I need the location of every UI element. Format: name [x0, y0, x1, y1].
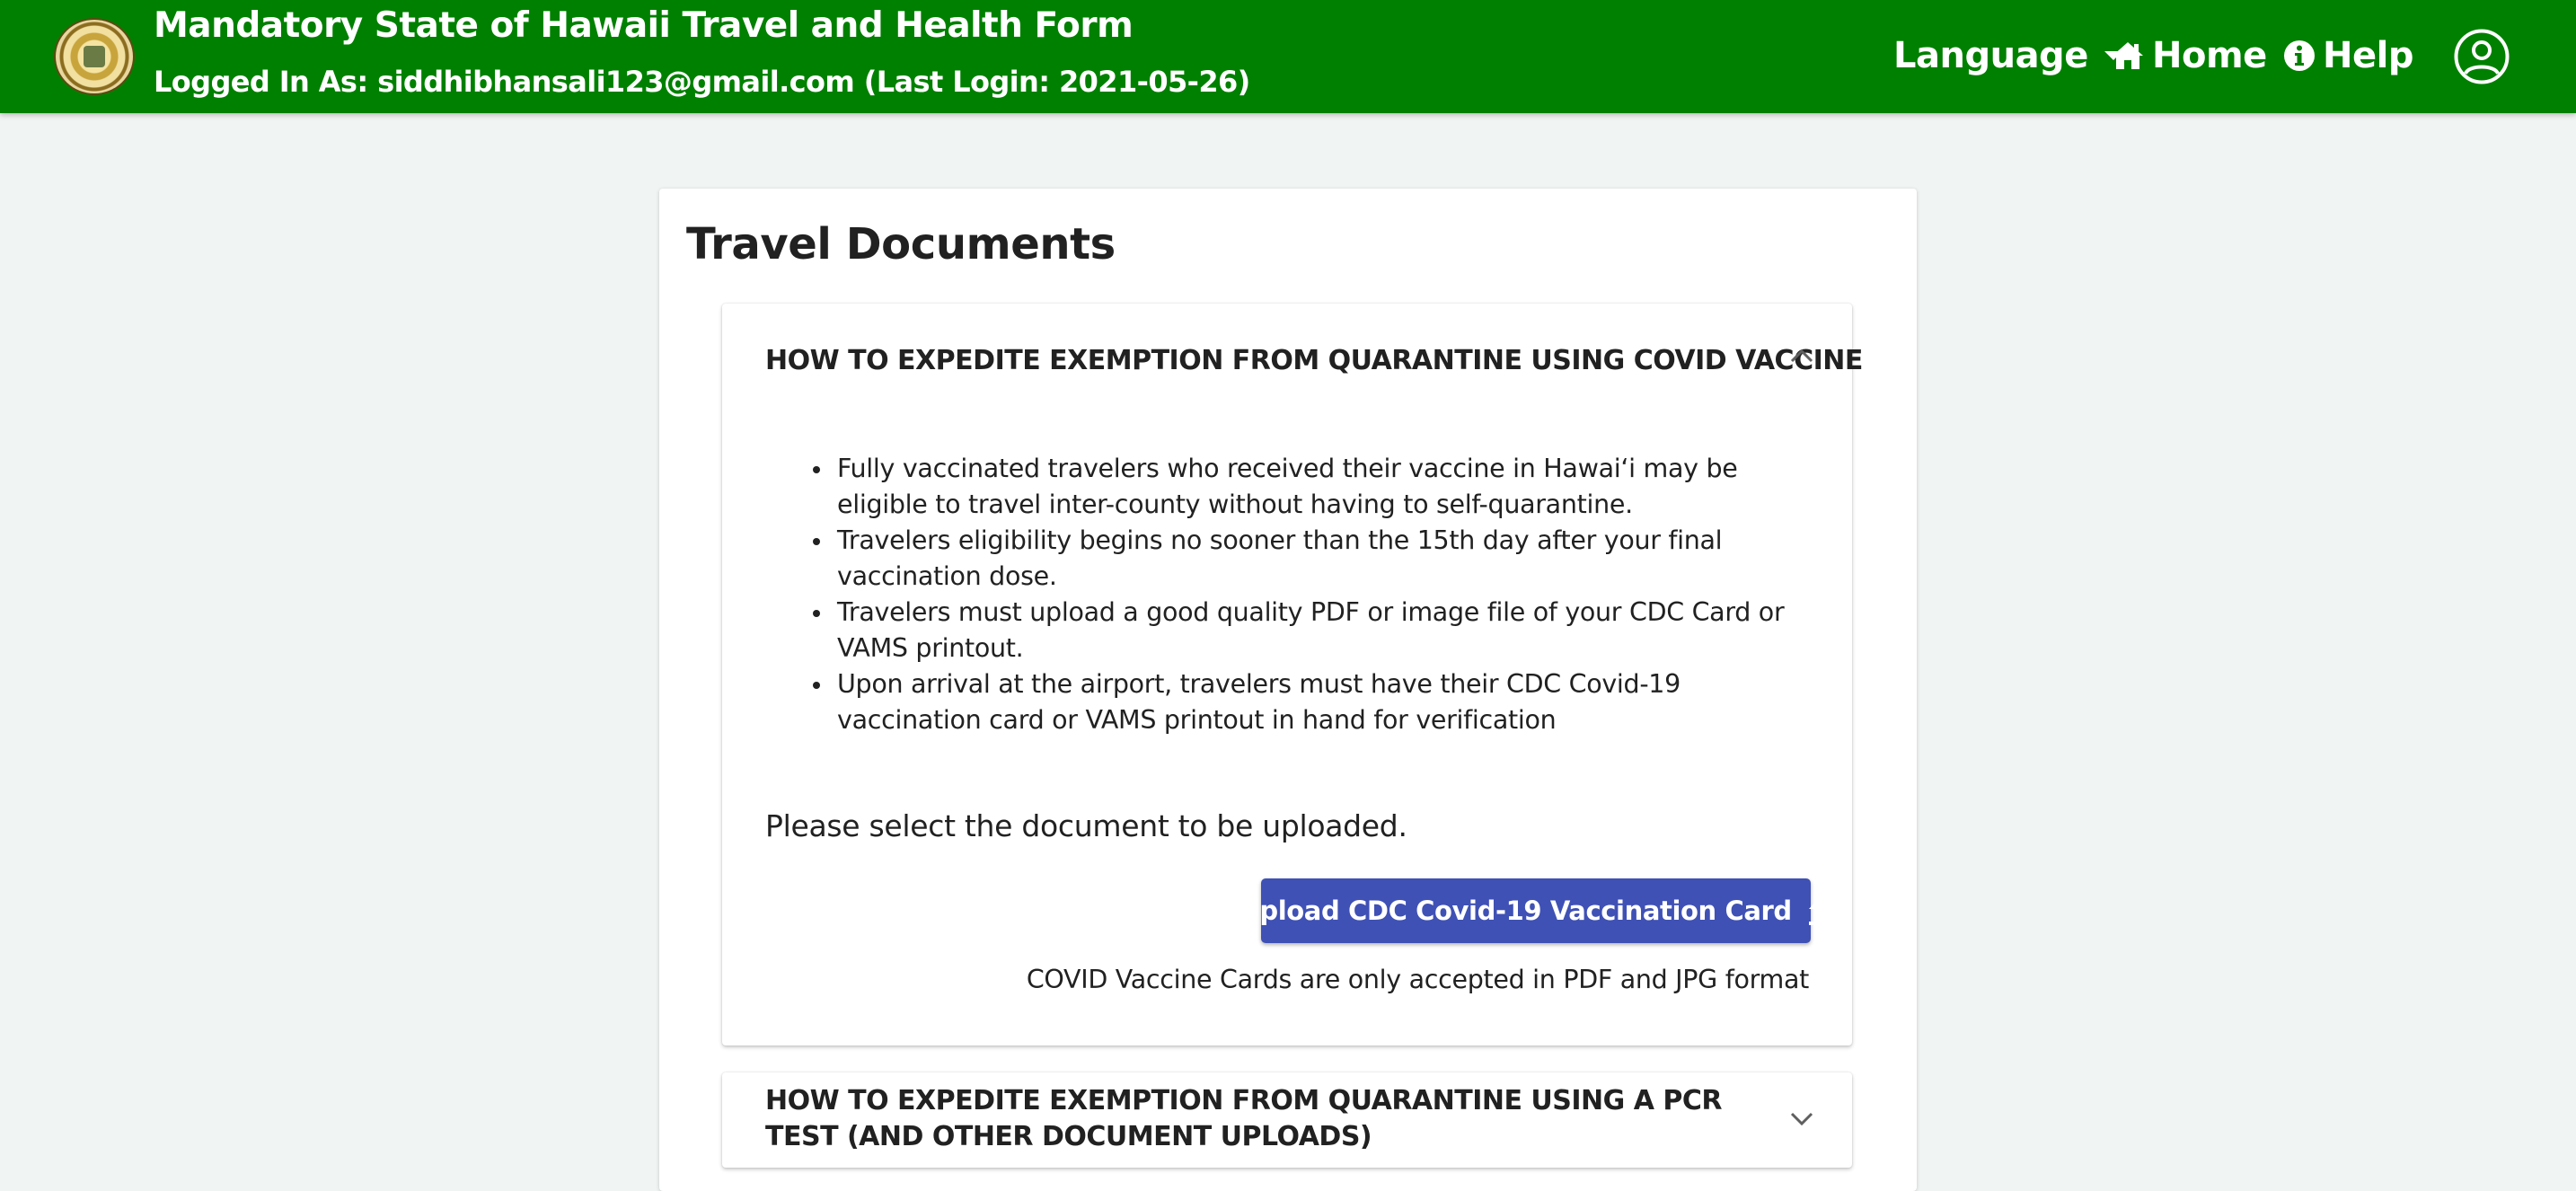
list-item: Travelers must upload a good quality PDF or image file of your CDC Card or VAMS printout. [765, 595, 1789, 666]
travel-documents-card [659, 189, 1917, 1191]
vaccine-info-list [765, 451, 1789, 738]
upload-icon [1806, 895, 1833, 926]
help-label: Help [2323, 35, 2413, 76]
accepted-format-note: COVID Vaccine Cards are only accepted in PDF and JPG format [1026, 965, 1809, 994]
info-icon [2283, 40, 2316, 72]
page-title: Travel Documents [686, 219, 1116, 269]
vaccine-panel-header[interactable]: HOW TO EXPEDITE EXEMPTION FROM QUARANTINE USING COVID VACCINE [765, 345, 1863, 376]
upload-button-label: Upload CDC Covid-19 Vaccination Card [1239, 895, 1792, 926]
pcr-exemption-panel[interactable] [722, 1072, 1852, 1168]
app-title: Mandatory State of Hawaii Travel and Health Form [154, 5, 1134, 46]
language-menu[interactable] [1893, 27, 2122, 84]
account-circle-icon [2454, 29, 2510, 84]
list-item: Travelers eligibility begins no sooner than the 15th day after your final vaccination dose. [765, 523, 1789, 595]
chevron-down-icon[interactable] [1787, 1105, 1816, 1134]
language-label: Language [1893, 35, 2088, 76]
list-item: Fully vaccinated travelers who received their vaccine in Hawai‘i may be eligible to travel inter-county without having to self-quarantine. [765, 451, 1789, 523]
logged-in-info: Logged In As: siddhibhansali123@gmail.com (Last Login: 2021-05-26) [154, 65, 1250, 99]
home-link[interactable] [2111, 27, 2267, 84]
account-button[interactable] [2454, 29, 2510, 84]
vaccine-exemption-panel [722, 304, 1863, 1045]
home-icon [2111, 40, 2145, 71]
help-link[interactable] [2283, 27, 2413, 84]
upload-vaccination-card-button[interactable] [1239, 878, 1811, 943]
chevron-up-icon[interactable] [1787, 341, 1816, 370]
list-item: Upon arrival at the airport, travelers must have their CDC Covid-19 vaccination card or VAMS printout in hand for verification [765, 666, 1789, 738]
select-document-prompt: Please select the document to be uploaded. [765, 808, 1407, 843]
pcr-panel-header[interactable]: HOW TO EXPEDITE EXEMPTION FROM QUARANTINE USING A PCR TEST (AND OTHER DOCUMENT UPLOADS) [765, 1085, 1722, 1152]
state-seal-logo [54, 18, 135, 95]
home-label: Home [2152, 35, 2267, 76]
app-header [0, 0, 2576, 113]
